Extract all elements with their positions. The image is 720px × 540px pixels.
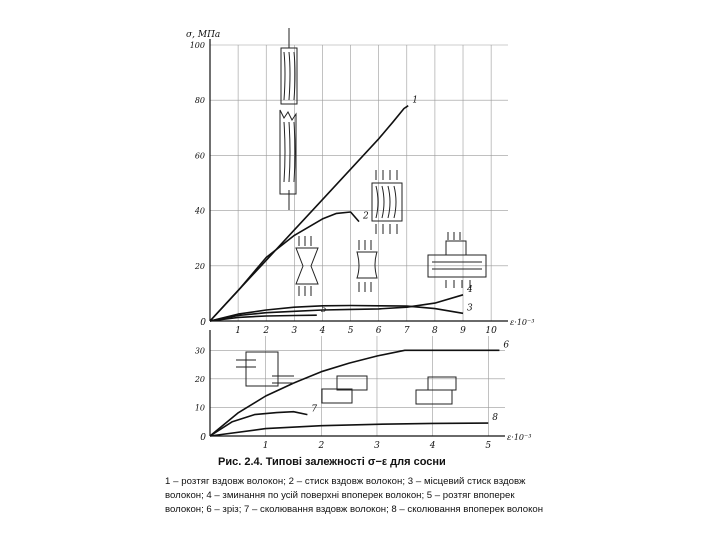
figure-caption-line-2: волокон; 4 – зминання по усій поверхні впоперек волокон; 5 – розтяг впоперек — [165, 490, 515, 501]
series-label: 2 — [363, 211, 369, 222]
series-label: 4 — [467, 284, 473, 295]
series-line-2 — [210, 212, 359, 321]
top-chart — [186, 30, 534, 336]
y-axis-label: σ, МПа — [186, 30, 221, 40]
x-tick-label: 5 — [347, 326, 354, 336]
y-tick-label: 80 — [194, 96, 205, 106]
series-label: 3 — [467, 303, 473, 314]
y-tick-label: 20 — [194, 261, 205, 271]
x-tick-label: 2 — [263, 326, 270, 336]
figure-caption-line-3: волокон; 6 – зріз; 7 – сколювання вздовж волокон; 8 – сколювання впоперек волокон — [165, 504, 544, 515]
x-tick-label: 3 — [374, 441, 380, 451]
y-tick-label: 40 — [194, 206, 205, 216]
series-label: 1 — [412, 95, 418, 106]
figure-caption-line-1: 1 – розтяг вздовж волокон; 2 – стиск вздовж волокон; 3 – місцевий стиск вздовж — [165, 476, 526, 487]
x-tick-label: 5 — [485, 441, 492, 451]
specimen-sketches — [236, 28, 486, 404]
x-tick-label: 1 — [235, 326, 241, 336]
x-tick-label: 1 — [262, 441, 269, 451]
y-tick-label: 30 — [194, 346, 205, 356]
x-tick-label: 4 — [319, 326, 326, 336]
series-label: 6 — [503, 340, 510, 351]
series-line-8 — [210, 423, 488, 436]
y-tick-label: 20 — [194, 374, 205, 384]
x-tick-label: 9 — [460, 326, 466, 336]
series-label: 8 — [492, 413, 499, 424]
y-tick-label: 60 — [194, 151, 205, 161]
x-axis-label: ε·10⁻³ — [510, 318, 535, 327]
y-tick-label: 10 — [194, 403, 205, 413]
series-label: 7 — [311, 404, 318, 415]
origin-label: 0 — [200, 318, 206, 328]
x-tick-label: 8 — [432, 326, 438, 336]
origin-label: 0 — [200, 433, 206, 443]
figure-caption-title: Рис. 2.4. Типові залежності σ−ε для сосни — [218, 456, 446, 468]
x-tick-label: 10 — [485, 326, 497, 336]
x-tick-label: 7 — [403, 326, 410, 336]
x-tick-label: 3 — [291, 326, 298, 336]
series-label: 5 — [320, 305, 327, 316]
x-tick-label: 2 — [318, 441, 325, 451]
x-tick-label: 4 — [429, 441, 436, 451]
x-axis-label: ε·10⁻³ — [507, 433, 532, 442]
y-tick-label: 100 — [189, 41, 205, 50]
series-line-3 — [210, 306, 463, 322]
x-tick-label: 6 — [375, 326, 382, 336]
